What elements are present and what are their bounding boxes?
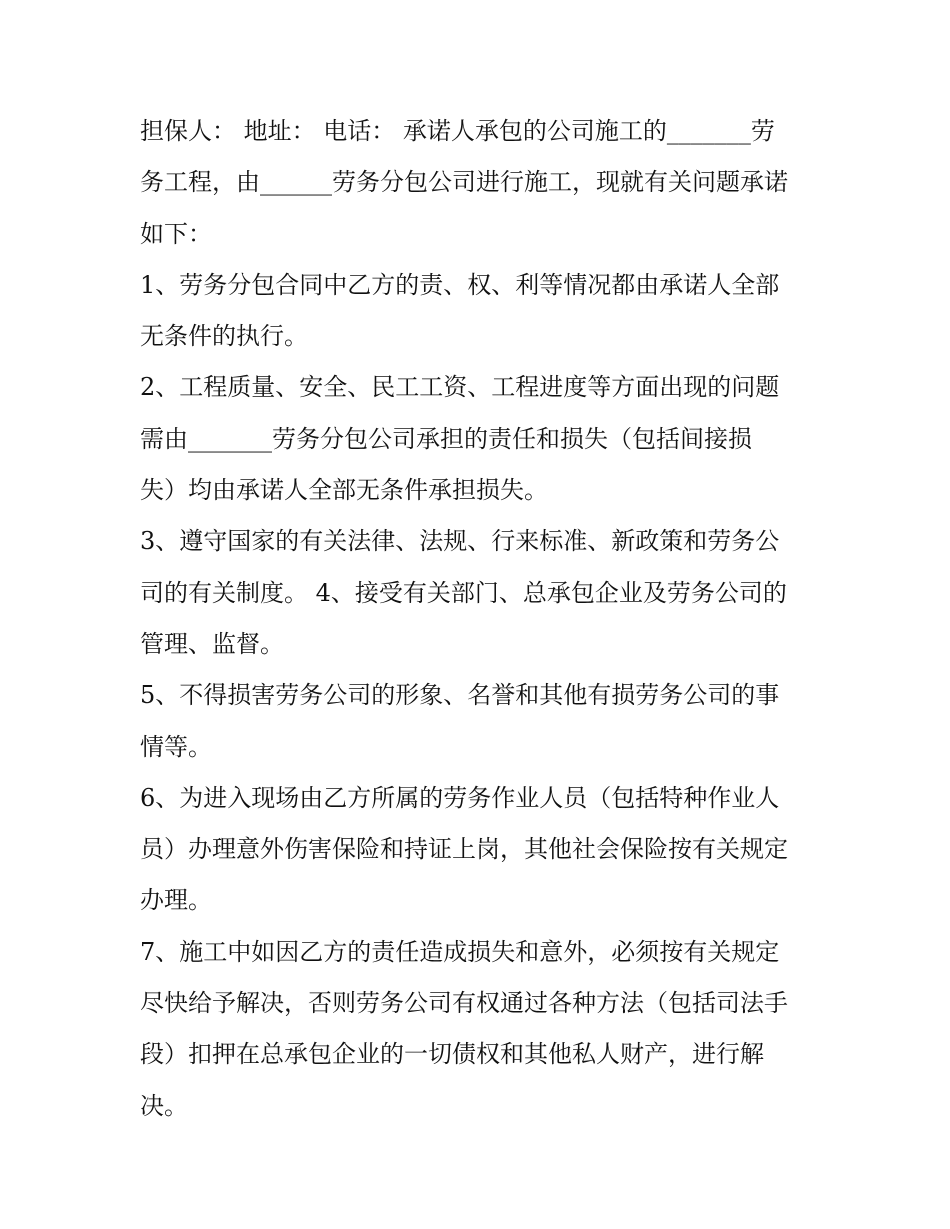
text-line: 情等。 xyxy=(140,732,212,761)
text-line: 2、工程质量、安全、民工工资、工程进度等方面出现的问题 xyxy=(140,373,780,402)
text-line: 尽快给予解决，否则劳务公司有权通过各种方法（包括司法手 xyxy=(140,989,788,1018)
text-line: 如下： xyxy=(140,219,212,248)
text-line: 7、施工中如因乙方的责任造成损失和意外，必须按有关规定 xyxy=(140,937,780,966)
text-line: 3、遵守国家的有关法律、法规、行来标准、新政策和劳务公 xyxy=(140,527,780,556)
text-line: 6、为进入现场由乙方所属的劳务作业人员（包括特种作业人 xyxy=(140,783,780,812)
text-line: 需由_______劳务分包公司承担的责任和损失（包括间接损 xyxy=(140,424,752,453)
text-line: 管理、监督。 xyxy=(140,629,284,658)
text-line: 失）均由承诺人全部无条件承担损失。 xyxy=(140,476,548,505)
text-line: 段）扣押在总承包企业的一切债权和其他私人财产，进行解 xyxy=(140,1040,764,1069)
text-line: 决。 xyxy=(140,1091,188,1120)
text-line: 担保人： 地址： 电话： 承诺人承包的公司施工的_______劳 xyxy=(140,117,775,145)
text-line: 办理。 xyxy=(140,886,212,915)
text-line: 员）办理意外伤害保险和持证上岗，其他社会保险按有关规定 xyxy=(140,835,788,864)
document-body xyxy=(140,106,820,1132)
text-line: 务工程，由______劳务分包公司进行施工，现就有关问题承诺 xyxy=(140,168,788,197)
text-line: 1、劳务分包合同中乙方的责、权、利等情况都由承诺人全部 xyxy=(140,270,780,299)
text-line: 无条件的执行。 xyxy=(140,322,308,351)
text-line: 司的有关制度。 4、接受有关部门、总承包企业及劳务公司的 xyxy=(140,578,787,607)
text-line: 5、不得损害劳务公司的形象、名誉和其他有损劳务公司的事 xyxy=(140,681,780,710)
